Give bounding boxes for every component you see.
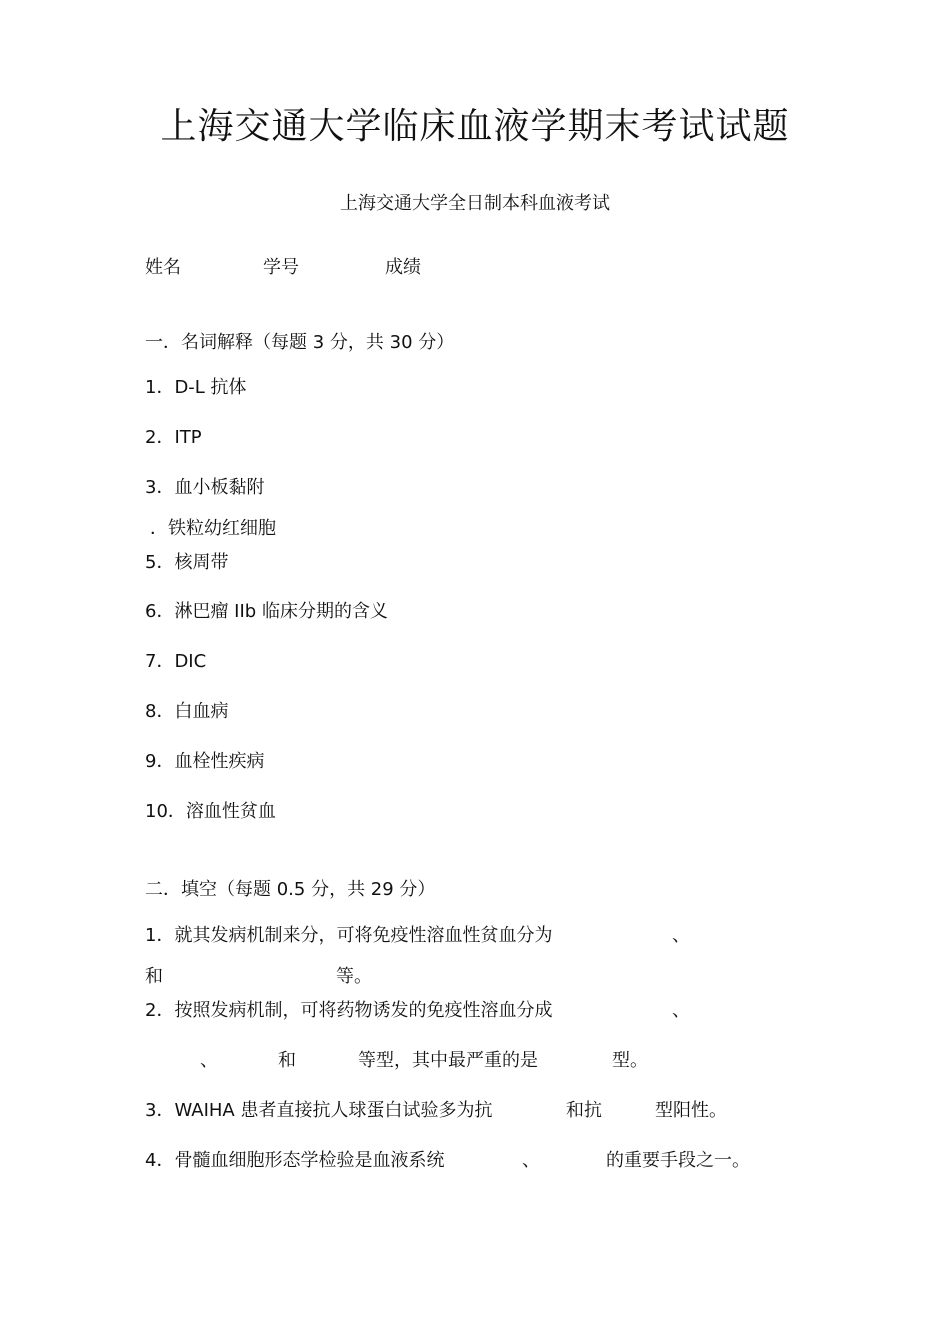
list-item: 8．白血病	[145, 701, 229, 722]
section2-heading: 二．填空（每题 0.5 分，共 29 分）	[145, 879, 436, 900]
fill-question-2-mid: 等型，其中最严重的是	[358, 1050, 538, 1071]
list-item: ．铁粒幼红细胞	[150, 518, 276, 539]
list-item: 9．血栓性疾病	[145, 751, 265, 772]
page-title: 上海交通大学临床血液学期末考试试题	[160, 106, 790, 147]
fill-separator: 、	[522, 1150, 540, 1171]
list-item: 6．淋巴瘤 IIb 临床分期的含义	[145, 601, 388, 622]
student-id-label: 学号	[263, 257, 299, 278]
score-label: 成绩	[385, 257, 421, 278]
page-subtitle: 上海交通大学全日制本科血液考试	[340, 193, 610, 214]
fill-separator: 、	[672, 1000, 690, 1021]
fill-separator: 、	[672, 925, 690, 946]
fill-question-2-end: 型。	[612, 1050, 648, 1071]
fill-separator: 、	[200, 1050, 218, 1071]
fill-question-2-and: 和	[278, 1050, 296, 1071]
fill-question-1-end: 等。	[336, 966, 372, 987]
fill-question-1: 1．就其发病机制来分，可将免疫性溶血性贫血分为	[145, 925, 553, 946]
fill-question-4-end: 的重要手段之一。	[606, 1150, 750, 1171]
fill-question-1-and: 和	[145, 966, 163, 987]
list-item: 2．ITP	[145, 427, 202, 448]
fill-question-2: 2．按照发病机制，可将药物诱发的免疫性溶血分成	[145, 1000, 553, 1021]
list-item: 5．核周带	[145, 552, 229, 573]
fill-question-4: 4．骨髓血细胞形态学检验是血液系统	[145, 1150, 445, 1171]
list-item: 7．DIC	[145, 651, 207, 672]
fill-question-3: 3．WAIHA 患者直接抗人球蛋白试验多为抗	[145, 1100, 493, 1121]
name-label: 姓名	[145, 257, 181, 278]
list-item: 1．D-L 抗体	[145, 377, 247, 398]
list-item: 3．血小板黏附	[145, 477, 265, 498]
fill-question-3-mid: 和抗	[566, 1100, 602, 1121]
section1-heading: 一．名词解释（每题 3 分，共 30 分）	[145, 332, 455, 353]
fill-question-3-end: 型阳性。	[655, 1100, 727, 1121]
list-item: 10．溶血性贫血	[145, 801, 276, 822]
